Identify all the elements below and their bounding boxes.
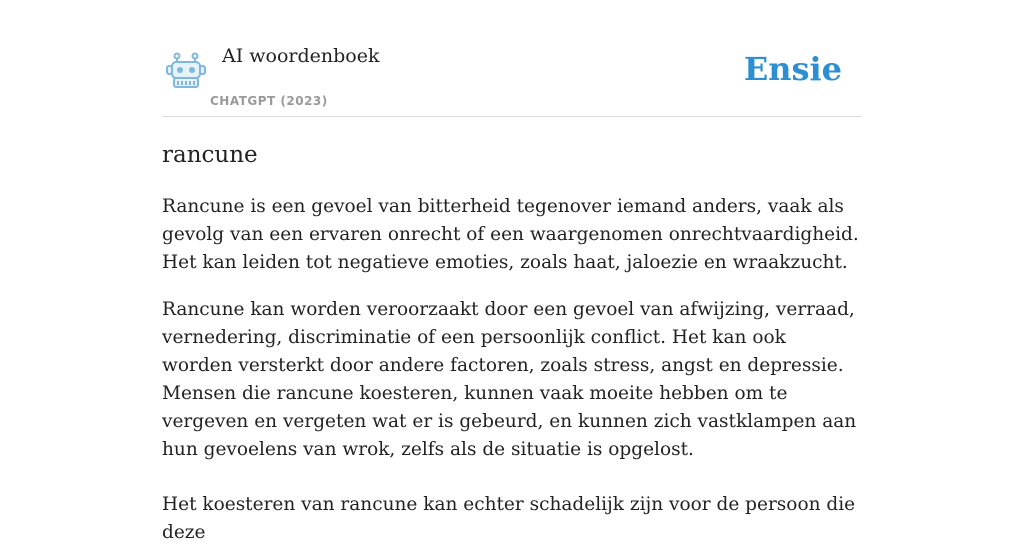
source-subtitle: CHATGPT (2023) — [210, 94, 328, 108]
source-title[interactable]: AI woordenboek — [222, 45, 380, 67]
entry-word: rancune — [162, 142, 258, 168]
definition-paragraph: Rancune kan worden veroorzaakt door een gevoel van afwijzing, verraad, vernedering, discriminatie of een persoonlijk conflict. Het kan ook worden versterkt door andere factoren, zoals stress, angst en depressie. Mensen die rancune koesteren, kunnen vaak moeite hebben om te vergeven en vergeten wat er is gebeurd, en kunnen zich vastklampen aan hun gevoelens van wrok, zelfs als de situatie is opgelost. — [162, 299, 857, 460]
dictionary-page — [162, 0, 862, 547]
brand-logo[interactable]: Ensie — [743, 50, 842, 88]
definition-paragraph: Rancune is een gevoel van bitterheid tegenover iemand anders, vaak als gevolg van een ervaren onrecht of een waargenomen onrechtvaardigheid. Het kan leiden tot negatieve emoties, zoals haat, jaloezie en wraakzucht. — [162, 196, 859, 273]
page-header — [162, 0, 862, 117]
definition-paragraph: Het koesteren van rancune kan echter schadelijk zijn voor de persoon die deze — [162, 494, 856, 543]
robot-icon — [166, 52, 206, 90]
